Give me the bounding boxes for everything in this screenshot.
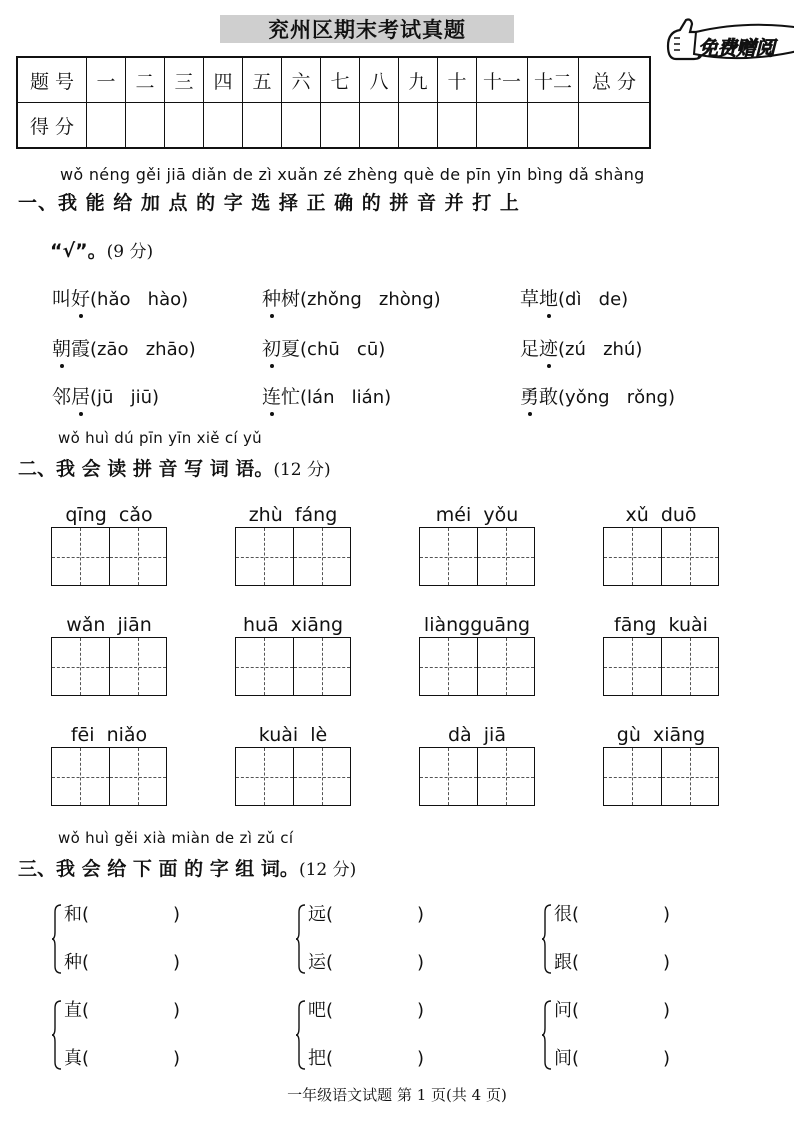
grid-cell[interactable] — [109, 528, 167, 585]
section2-heading-text: 二、我 会 读 拼 音 写 词 语 — [18, 458, 255, 480]
compose-line[interactable] — [308, 948, 424, 974]
character: 忙 — [281, 386, 301, 408]
score-cell[interactable] — [126, 103, 165, 149]
grid-cell[interactable] — [477, 748, 535, 805]
tian-grid[interactable] — [235, 747, 351, 806]
heading-period: 。 — [87, 240, 107, 262]
compose-line[interactable] — [64, 900, 180, 926]
open-paren: ( — [326, 952, 334, 973]
character: 邻 — [52, 386, 72, 408]
word-pinyin: qīng cǎo — [65, 504, 153, 526]
open-paren: ( — [82, 1000, 90, 1021]
open-paren: ( — [572, 952, 580, 973]
character: 很 — [554, 904, 572, 925]
word-writing-box — [235, 723, 351, 806]
compose-line[interactable] — [554, 948, 670, 974]
character: 连 — [262, 382, 281, 409]
score-cell[interactable] — [477, 103, 528, 149]
column-header: 三 — [165, 57, 204, 103]
grid-cell[interactable] — [52, 528, 109, 585]
score-cell[interactable] — [165, 103, 204, 149]
word-pinyin: méi yǒu — [435, 504, 519, 526]
word-writing-box — [603, 613, 719, 696]
section-points: (9 分) — [106, 242, 154, 262]
pinyin-options[interactable]: (zú zhú) — [558, 339, 643, 360]
tian-grid[interactable] — [419, 527, 535, 586]
page-footer: 一年级语文试题 第 1 页(共 4 页) — [287, 1086, 507, 1104]
row-label: 得 分 — [17, 103, 87, 149]
row-label: 题 号 — [17, 57, 87, 103]
compose-line[interactable] — [64, 996, 180, 1022]
column-header: 七 — [321, 57, 360, 103]
tian-grid[interactable] — [419, 637, 535, 696]
compose-line[interactable] — [308, 996, 424, 1022]
tian-grid[interactable] — [235, 637, 351, 696]
score-cell[interactable] — [321, 103, 360, 149]
character: 问 — [554, 1000, 572, 1021]
open-paren: ( — [572, 904, 580, 925]
section2-heading — [18, 454, 331, 481]
pinyin-choice-item — [520, 382, 675, 409]
character: 勇 — [520, 382, 539, 409]
grid-cell[interactable] — [236, 638, 293, 695]
word-group-pair — [296, 900, 446, 978]
close-paren: ) — [173, 952, 181, 973]
open-paren: ( — [82, 1048, 90, 1069]
badge-label: 免费赠阅 — [698, 36, 774, 60]
section-points: (12 分) — [273, 460, 331, 480]
left-brace-icon — [542, 904, 552, 974]
character: 朝 — [52, 334, 71, 361]
grid-cell[interactable] — [661, 638, 719, 695]
section-points: (12 分) — [298, 860, 357, 880]
word-pinyin: wǎn jiān — [66, 614, 152, 636]
pinyin-options[interactable]: (zāo zhāo) — [90, 339, 196, 360]
pinyin-options[interactable]: (hǎo hào) — [90, 289, 189, 310]
grid-cell[interactable] — [109, 748, 167, 805]
word-pinyin: gù xiāng — [616, 724, 706, 746]
left-brace-icon — [52, 904, 62, 974]
score-cell[interactable] — [438, 103, 477, 149]
character: 运 — [308, 952, 326, 973]
character: 迹 — [539, 334, 558, 361]
word-pinyin: kuài lè — [258, 724, 328, 746]
score-cell[interactable] — [243, 103, 282, 149]
close-paren: ) — [417, 952, 425, 973]
column-header: 八 — [360, 57, 399, 103]
tian-grid[interactable] — [51, 527, 167, 586]
close-paren: ) — [173, 1000, 181, 1021]
character: 间 — [554, 1048, 572, 1069]
section3-pinyin: wǒ huì gěi xià miàn de zì zǔ cí — [58, 829, 294, 847]
grid-cell[interactable] — [604, 638, 661, 695]
word-group-pair — [542, 996, 692, 1074]
character: 居 — [71, 382, 90, 409]
section1-heading-cont — [50, 236, 153, 263]
character: 叫 — [52, 288, 72, 310]
column-header: 十二 — [528, 57, 579, 103]
word-writing-box — [603, 723, 719, 806]
section1-heading: 一、我 能 给 加 点 的 字 选 择 正 确 的 拼 音 并 打 上 — [18, 192, 520, 214]
column-header: 二 — [126, 57, 165, 103]
pinyin-options[interactable]: (chū cū) — [300, 339, 386, 360]
column-header: 十 — [438, 57, 477, 103]
close-paren: ) — [663, 904, 671, 925]
character: 把 — [308, 1048, 326, 1069]
pinyin-options[interactable]: (lán lián) — [300, 387, 392, 408]
free-gift-badge — [664, 16, 794, 64]
compose-line[interactable] — [554, 996, 670, 1022]
character: 足 — [520, 338, 540, 360]
word-pinyin: xǔ duō — [625, 504, 697, 526]
word-writing-box — [51, 503, 167, 586]
character: 真 — [64, 1048, 82, 1069]
tian-grid[interactable] — [51, 637, 167, 696]
pinyin-options[interactable]: (yǒng rǒng) — [558, 387, 675, 408]
word-writing-box — [419, 503, 535, 586]
score-cell[interactable] — [579, 103, 651, 149]
pinyin-options[interactable]: (jū jiū) — [90, 387, 160, 408]
column-header: 六 — [282, 57, 321, 103]
character: 种 — [64, 952, 82, 973]
pinyin-choice-item — [520, 284, 628, 311]
word-writing-box — [603, 503, 719, 586]
pinyin-choice-item — [262, 284, 441, 311]
pinyin-options[interactable]: (dì de) — [558, 289, 629, 310]
score-cell[interactable] — [360, 103, 399, 149]
tian-grid[interactable] — [51, 747, 167, 806]
grid-cell[interactable] — [420, 748, 477, 805]
close-paren: ) — [173, 904, 181, 925]
compose-line[interactable] — [308, 1044, 424, 1070]
pinyin-choice-item — [52, 382, 159, 409]
word-pinyin: zhù fáng — [248, 504, 338, 526]
word-pinyin: fāng kuài — [614, 614, 708, 636]
grid-cell[interactable] — [420, 528, 477, 585]
open-paren: ( — [326, 1048, 334, 1069]
grid-cell[interactable] — [109, 638, 167, 695]
pinyin-choice-item — [262, 334, 385, 361]
pinyin-choice-item — [52, 284, 188, 311]
column-header: 四 — [204, 57, 243, 103]
close-paren: ) — [663, 1000, 671, 1021]
tian-grid[interactable] — [419, 747, 535, 806]
word-group-pair — [52, 900, 202, 978]
score-cell[interactable] — [204, 103, 243, 149]
section1-pinyin: wǒ néng gěi jiā diǎn de zì xuǎn zé zhèng què de pīn yīn bìng dǎ shàng — [60, 165, 645, 184]
open-paren: ( — [572, 1048, 580, 1069]
word-writing-box — [419, 613, 535, 696]
character: 敢 — [539, 386, 559, 408]
grid-cell[interactable] — [293, 748, 351, 805]
check-mark: “√” — [50, 240, 88, 262]
word-group-pair — [52, 996, 202, 1074]
open-paren: ( — [572, 1000, 580, 1021]
score-cell[interactable] — [399, 103, 438, 149]
column-header: 十一 — [477, 57, 528, 103]
character: 和 — [64, 904, 82, 925]
word-writing-box — [419, 723, 535, 806]
close-paren: ) — [173, 1048, 181, 1069]
character: 远 — [308, 904, 326, 925]
close-paren: ) — [663, 1048, 671, 1069]
compose-line[interactable] — [64, 1044, 180, 1070]
grid-cell[interactable] — [236, 528, 293, 585]
character: 地 — [539, 284, 558, 311]
character: 初 — [262, 334, 281, 361]
pinyin-choice-item — [262, 382, 391, 409]
word-pinyin: huā xiāng — [242, 614, 344, 636]
close-paren: ) — [417, 904, 425, 925]
score-table — [16, 56, 651, 149]
close-paren: ) — [417, 1048, 425, 1069]
score-cell[interactable] — [87, 103, 126, 149]
exam-title: 兖州区期末考试真题 — [220, 15, 514, 43]
tian-grid[interactable] — [603, 527, 719, 586]
score-cell[interactable] — [282, 103, 321, 149]
word-group-pair — [542, 900, 692, 978]
compose-line[interactable] — [64, 948, 180, 974]
grid-cell[interactable] — [52, 638, 109, 695]
grid-cell[interactable] — [661, 528, 719, 585]
grid-cell[interactable] — [52, 748, 109, 805]
grid-cell[interactable] — [477, 528, 535, 585]
grid-cell[interactable] — [293, 638, 351, 695]
word-group-pair — [296, 996, 446, 1074]
character: 跟 — [554, 952, 572, 973]
heading-period: 。 — [279, 858, 299, 880]
character: 树 — [281, 288, 301, 310]
grid-cell[interactable] — [604, 528, 661, 585]
pinyin-choice-item — [52, 334, 196, 361]
tian-grid[interactable] — [603, 637, 719, 696]
word-writing-box — [51, 723, 167, 806]
heading-period: 。 — [254, 458, 274, 480]
table-row — [17, 57, 650, 103]
grid-cell[interactable] — [604, 748, 661, 805]
word-writing-box — [235, 613, 351, 696]
pinyin-options[interactable]: (zhǒng zhòng) — [300, 289, 441, 310]
tian-grid[interactable] — [603, 747, 719, 806]
table-row — [17, 103, 650, 149]
left-brace-icon — [52, 1000, 62, 1070]
compose-line[interactable] — [308, 900, 424, 926]
character: 吧 — [308, 1000, 326, 1021]
character: 直 — [64, 1000, 82, 1021]
section3-heading — [18, 854, 356, 881]
grid-cell[interactable] — [477, 638, 535, 695]
character: 夏 — [281, 338, 301, 360]
word-pinyin: liàngguāng — [423, 614, 531, 636]
left-brace-icon — [296, 1000, 306, 1070]
column-header: 一 — [87, 57, 126, 103]
open-paren: ( — [326, 904, 334, 925]
grid-cell[interactable] — [236, 748, 293, 805]
compose-line[interactable] — [554, 1044, 670, 1070]
word-writing-box — [235, 503, 351, 586]
word-pinyin: fēi niǎo — [70, 724, 148, 746]
character: 霞 — [71, 338, 91, 360]
open-paren: ( — [326, 1000, 334, 1021]
score-cell[interactable] — [528, 103, 579, 149]
open-paren: ( — [82, 904, 90, 925]
left-brace-icon — [542, 1000, 552, 1070]
compose-line[interactable] — [554, 900, 670, 926]
grid-cell[interactable] — [661, 748, 719, 805]
column-header: 五 — [243, 57, 282, 103]
close-paren: ) — [663, 952, 671, 973]
tian-grid[interactable] — [235, 527, 351, 586]
grid-cell[interactable] — [293, 528, 351, 585]
section2-pinyin: wǒ huì dú pīn yīn xiě cí yǔ — [58, 429, 262, 447]
word-writing-box — [51, 613, 167, 696]
character: 好 — [71, 284, 90, 311]
character: 种 — [262, 284, 281, 311]
open-paren: ( — [82, 952, 90, 973]
grid-cell[interactable] — [420, 638, 477, 695]
section3-heading-text: 三、我 会 给 下 面 的 字 组 词 — [18, 858, 280, 880]
column-header: 九 — [399, 57, 438, 103]
character: 草 — [520, 288, 540, 310]
word-pinyin: dà jiā — [448, 724, 506, 746]
pinyin-choice-item — [520, 334, 642, 361]
left-brace-icon — [296, 904, 306, 974]
close-paren: ) — [417, 1000, 425, 1021]
column-header: 总 分 — [579, 57, 651, 103]
